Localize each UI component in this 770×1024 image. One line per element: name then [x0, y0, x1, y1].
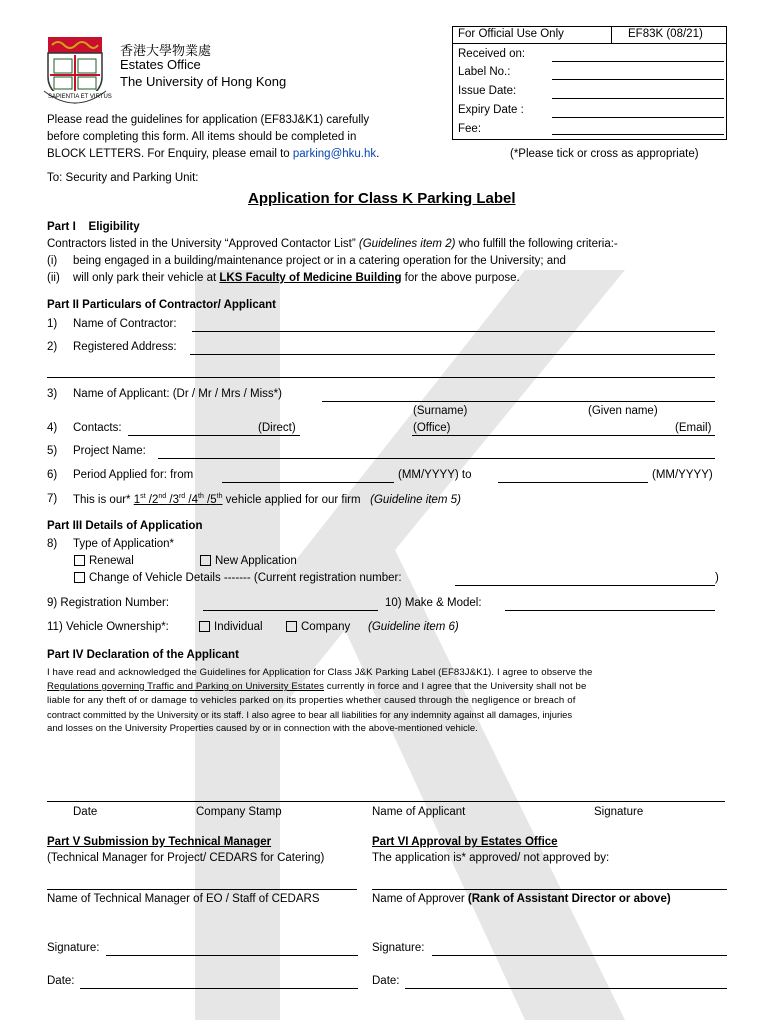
- logo-motto: SAPIENTIA ET VIRTUS: [48, 94, 112, 100]
- given-name-label: (Given name): [588, 405, 658, 417]
- q7-num: 7): [47, 493, 58, 505]
- q2-label: Registered Address:: [73, 341, 177, 353]
- change-option[interactable]: Change of Vehicle Details ------- (Current registration number:: [74, 572, 402, 584]
- company-checkbox[interactable]: [286, 621, 297, 632]
- form-title: Application for Class K Parking Label: [248, 190, 516, 207]
- guideline-line-3: BLOCK LETTERS. For Enquiry, please email to parking@hku.hk.: [47, 148, 380, 160]
- email-label: (Email): [675, 422, 712, 434]
- q3-label: Name of Applicant: (Dr / Mr / Mrs / Miss*): [73, 388, 282, 400]
- q3-num: 3): [47, 388, 58, 400]
- new-application-checkbox[interactable]: [200, 555, 211, 566]
- label-no-label: Label No.:: [458, 66, 511, 78]
- part5-date-label: Date:: [47, 975, 75, 987]
- contractor-name-field[interactable]: [192, 331, 715, 332]
- part6-signature-field[interactable]: [432, 955, 727, 956]
- part6-heading: Part VI Approval by Estates Office: [372, 836, 558, 848]
- part5-heading: Part V Submission by Technical Manager: [47, 836, 272, 848]
- direct-phone-field[interactable]: [128, 435, 300, 436]
- registration-number-field[interactable]: [203, 610, 378, 611]
- office-name: Estates Office: [120, 57, 201, 72]
- q6-num: 6): [47, 469, 58, 481]
- direct-label: (Direct): [258, 422, 296, 434]
- q1-label: Name of Contractor:: [73, 318, 177, 330]
- chinese-name: 香港大學物業處: [120, 43, 212, 58]
- part2-heading: Part II Particulars of Contractor/ Applicant: [47, 299, 276, 311]
- technical-manager-name-field[interactable]: [47, 889, 357, 890]
- company-option[interactable]: Company: [286, 621, 350, 633]
- q2-num: 2): [47, 341, 58, 353]
- issue-date-label: Issue Date:: [458, 85, 517, 97]
- fee-label: Fee:: [458, 123, 482, 135]
- part1-intro: Contractors listed in the University “Approved Contactor List” (Guidelines item 2) who fulfill the following criteria:-: [47, 238, 618, 250]
- mmyyyy-label: (MM/YYYY): [652, 469, 713, 481]
- part5-date-field[interactable]: [80, 988, 358, 989]
- official-use-title: For Official Use Only: [458, 28, 564, 40]
- form-code: EF83K (08/21): [628, 28, 703, 40]
- q11-guide: (Guideline item 6): [368, 621, 459, 633]
- q8-num: 8): [47, 538, 58, 550]
- address-field-1[interactable]: [190, 354, 715, 355]
- address-field-2[interactable]: [47, 377, 715, 378]
- q11-label: 11) Vehicle Ownership*:: [47, 621, 169, 633]
- applicant-name-label: Name of Applicant: [372, 806, 466, 818]
- q10-label: 10) Make & Model:: [385, 597, 482, 609]
- part6-signature-label: Signature:: [372, 942, 425, 954]
- company-stamp-label: Company Stamp: [196, 806, 282, 818]
- to-line: To: Security and Parking Unit:: [47, 172, 199, 184]
- tick-note: (*Please tick or cross as appropriate): [510, 148, 699, 160]
- declaration-line-5: and losses on the University Properties caused by or in connection with the above-mentioned vehicle.: [47, 723, 478, 734]
- part5-signature-field[interactable]: [106, 955, 358, 956]
- part5-sub: (Technical Manager for Project/ CEDARS for Catering): [47, 852, 325, 864]
- criteria-i: being engaged in a building/maintenance project or in a catering operation for the University; and: [73, 255, 566, 267]
- declaration-line-3: liable for any theft of or damage to vehicles parked on its properties whether caused through the negligence or breach of: [47, 695, 576, 706]
- close-paren: ): [715, 572, 719, 584]
- applicant-name-field[interactable]: [322, 401, 715, 402]
- period-from-field[interactable]: [222, 482, 394, 483]
- declaration-line-1: I have read and acknowledged the Guidelines for Application for Class J&K Parking Label (EF83J&K1). I agree to observe the: [47, 667, 593, 678]
- renewal-option[interactable]: Renewal: [74, 555, 134, 567]
- mmyyyy-to-label: (MM/YYYY) to: [398, 469, 472, 481]
- received-on-label: Received on:: [458, 48, 526, 60]
- part3-heading: Part III Details of Application: [47, 520, 203, 532]
- q8-label: Type of Application*: [73, 538, 175, 550]
- part4-heading: Part IV Declaration of the Applicant: [47, 649, 239, 661]
- q6-label: Period Applied for: from: [73, 469, 194, 481]
- part6-date-label: Date:: [372, 975, 400, 987]
- expiry-date-label: Expiry Date :: [458, 104, 524, 116]
- change-checkbox[interactable]: [74, 572, 85, 583]
- declaration-line-4: contract committed by the University or its staff. I also agree to bear all liabilities for any indemnity against all damages, injuries: [47, 709, 573, 720]
- q4-label: Contacts:: [73, 422, 122, 434]
- new-application-option[interactable]: New Application: [200, 555, 297, 567]
- criteria-ii-num: (ii): [47, 272, 60, 284]
- office-label: (Office): [413, 422, 451, 434]
- enquiry-email-link[interactable]: parking@hku.hk: [292, 148, 377, 160]
- office-phone-field[interactable]: [412, 435, 715, 436]
- q1-num: 1): [47, 318, 58, 330]
- approver-name-field[interactable]: [372, 889, 727, 890]
- project-name-field[interactable]: [158, 458, 715, 459]
- individual-option[interactable]: Individual: [199, 621, 263, 633]
- surname-label: (Surname): [413, 405, 468, 417]
- part6-date-field[interactable]: [405, 988, 727, 989]
- part1-heading: Part I Eligibility: [47, 221, 140, 233]
- criteria-i-num: (i): [47, 255, 58, 267]
- q5-num: 5): [47, 445, 58, 457]
- part6-sub: The application is* approved/ not approved by:: [372, 852, 610, 864]
- criteria-ii: will only park their vehicle at LKS Faculty of Medicine Building for the above purpose.: [73, 272, 520, 284]
- university-name: The University of Hong Kong: [120, 74, 287, 89]
- make-model-field[interactable]: [505, 610, 715, 611]
- period-to-field[interactable]: [498, 482, 648, 483]
- part5-signature-label: Signature:: [47, 942, 100, 954]
- renewal-checkbox[interactable]: [74, 555, 85, 566]
- current-registration-field[interactable]: [455, 585, 715, 586]
- q9-label: 9) Registration Number:: [47, 597, 170, 609]
- date-label: Date: [73, 806, 98, 818]
- q4-num: 4): [47, 422, 58, 434]
- individual-checkbox[interactable]: [199, 621, 210, 632]
- guideline-line-2: before completing this form. All items should be completed in: [47, 131, 357, 143]
- guideline-line-1: Please read the guidelines for application (EF83J&K1) carefully: [47, 114, 370, 126]
- q7-label: This is our* 1st /2nd /3rd /4th /5th vehicle applied for our firm (Guideline item 5): [73, 493, 461, 506]
- technical-manager-label: Name of Technical Manager of EO / Staff of CEDARS: [47, 893, 320, 905]
- signature-label: Signature: [594, 806, 644, 818]
- approver-label: Name of Approver (Rank of Assistant Director or above): [372, 893, 671, 905]
- declaration-signature-line[interactable]: [47, 801, 725, 802]
- q5-label: Project Name:: [73, 445, 146, 457]
- declaration-line-2: Regulations governing Traffic and Parking on University Estates currently in force and I agree that the University shall not be: [47, 681, 587, 692]
- hku-crest-logo: [42, 35, 112, 107]
